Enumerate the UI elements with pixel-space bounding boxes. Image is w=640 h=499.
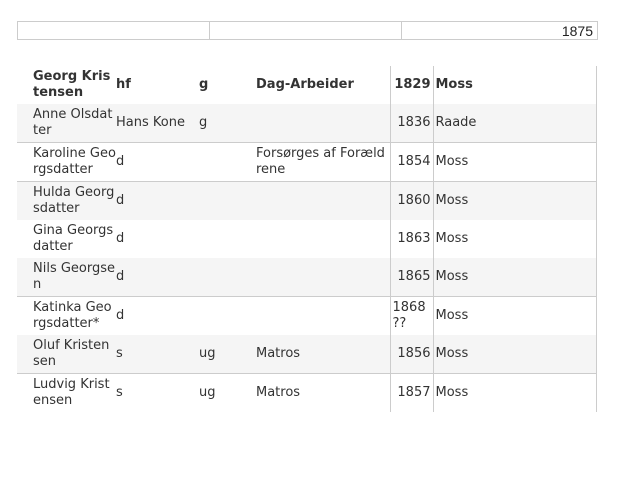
person-birth-year: 1863: [390, 220, 433, 258]
person-birth-year: 1857: [390, 374, 433, 413]
person-marital-status: [199, 143, 256, 182]
table-row: [17, 143, 596, 182]
person-occupation: Matros: [256, 374, 390, 413]
person-occupation: [256, 258, 390, 297]
person-relation: Hans Kone: [116, 104, 199, 143]
table-row: [17, 374, 596, 413]
person-birth-year: 1856: [390, 335, 433, 374]
person-birth-year: 1829: [390, 66, 433, 104]
table-row: [17, 258, 596, 297]
person-birth-year: 1836: [390, 104, 433, 143]
person-relation: s: [116, 374, 199, 413]
table-row: [17, 104, 596, 143]
person-name: Katinka Georgsdatter*: [17, 297, 116, 336]
person-name: Oluf Kristensen: [17, 335, 116, 374]
head-of-household-row: [17, 66, 596, 104]
person-name: Ludvig Kristensen: [17, 374, 116, 413]
person-relation: d: [116, 258, 199, 297]
person-birth-year: 1860: [390, 182, 433, 221]
person-relation: d: [116, 182, 199, 221]
person-marital-status: [199, 220, 256, 258]
person-occupation: Forsørges af Forældrene: [256, 143, 390, 182]
person-marital-status: g: [199, 77, 209, 92]
person-marital-status: [199, 258, 256, 297]
person-marital-status: g: [199, 104, 256, 143]
person-name: Nils Georgsen: [17, 258, 116, 297]
person-marital-status: [199, 182, 256, 221]
person-birth-place: Moss: [433, 335, 596, 374]
table-row: [17, 297, 596, 336]
person-occupation: [256, 104, 390, 143]
person-birth-place: Moss: [433, 374, 596, 413]
person-name: Gina Georgsdatter: [33, 223, 114, 254]
person-birth-place: Moss: [433, 220, 596, 258]
person-relation: d: [116, 231, 125, 246]
person-name: Hulda Georgsdatter: [17, 182, 116, 221]
person-birth-year: 1854: [390, 143, 433, 182]
person-birth-place: Moss: [433, 297, 596, 336]
person-birth-place: Moss: [433, 143, 596, 182]
person-relation: s: [116, 335, 199, 374]
person-marital-status: [199, 297, 256, 336]
person-birth-place: Raade: [433, 104, 596, 143]
person-birth-place: Moss: [433, 66, 596, 104]
person-relation: hf: [116, 77, 131, 92]
person-marital-status: ug: [199, 335, 256, 374]
person-occupation: Matros: [256, 335, 390, 374]
person-occupation: Dag-Arbeider: [256, 77, 354, 92]
census-year: 1875: [561, 23, 593, 39]
person-name: Karoline Georgsdatter: [17, 143, 116, 182]
table-row: [17, 220, 596, 258]
person-name: Georg Kristensen: [33, 69, 111, 100]
top-cell-2: [210, 22, 402, 39]
person-occupation: [256, 220, 390, 258]
person-birth-place: Moss: [433, 182, 596, 221]
person-occupation: [256, 182, 390, 221]
top-cell-1: [18, 22, 210, 39]
person-name: Anne Olsdatter: [17, 104, 116, 143]
table-row: [17, 335, 596, 374]
person-birth-year: 1868 ??: [390, 297, 433, 336]
person-birth-year: 1865: [390, 258, 433, 297]
person-marital-status: ug: [199, 374, 256, 413]
person-occupation: [256, 297, 390, 336]
census-year-table: [17, 21, 598, 40]
table-row: [17, 182, 596, 221]
person-birth-place: Moss: [433, 258, 596, 297]
household-table: [17, 66, 597, 412]
person-relation: d: [116, 297, 199, 336]
person-relation: d: [116, 143, 199, 182]
